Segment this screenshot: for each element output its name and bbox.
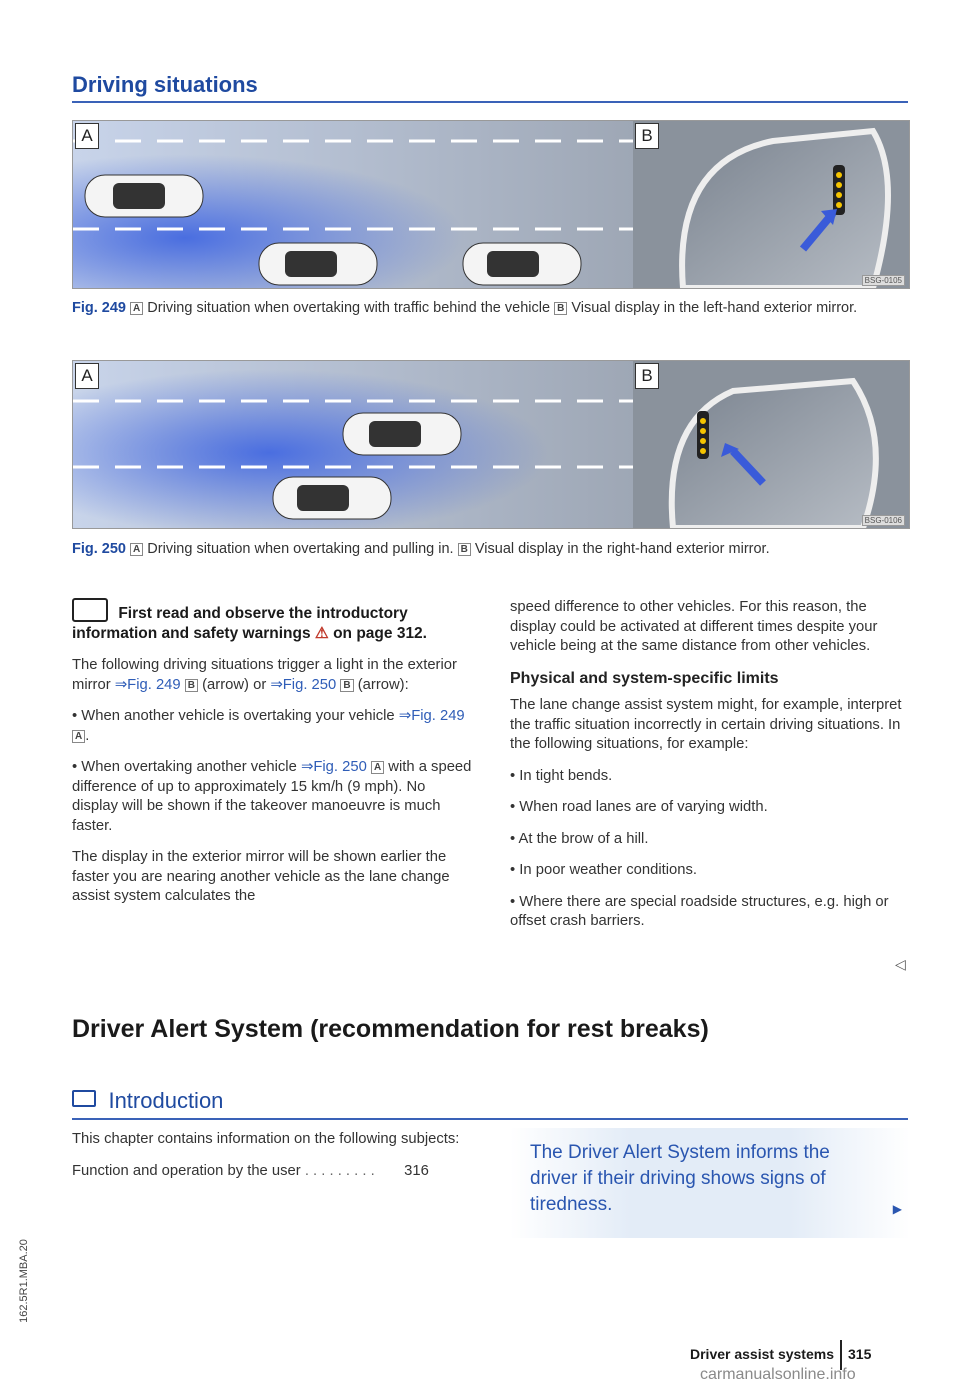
figure-label-a: A [75, 123, 99, 149]
list-item: • In tight bends. [510, 767, 613, 784]
list-item: • When overtaking another vehicle ⇒Fig. 250 A with a speed difference of up to approximately 15 km/h (9 mph). No display will be shown if the takeover manoeuvre is much faster. [72, 759, 472, 834]
figure-250-illustration [73, 361, 909, 528]
figure-249-illustration [73, 121, 909, 288]
end-of-section-icon: ◁ [895, 956, 906, 972]
warning-icon: ⚠ [314, 625, 329, 642]
page-number: 315 [848, 1346, 872, 1362]
paragraph: speed difference to other vehicles. For this reason, the display could be activated at different times despite your vehicle being at the same distance from other vehicles. [510, 599, 878, 654]
right-column [510, 598, 910, 944]
paragraph: The lane change assist system might, for example, interpret the traffic situation incorrectly in certain driving situations. In the following situations, for example: [510, 697, 902, 752]
side-code: 162.5R1.MBA.20 [18, 1239, 30, 1323]
footer-section: Driver assist systems [690, 1346, 834, 1362]
book-icon [72, 1090, 96, 1107]
paragraph: This chapter contains information on the following subjects: [72, 1131, 460, 1147]
figure-249 [72, 120, 910, 289]
car-icon [85, 175, 203, 217]
figure-link[interactable]: ⇒Fig. 250 [300, 759, 367, 775]
figure-250-caption [72, 540, 902, 559]
car-icon [259, 243, 377, 285]
caption-text: Visual display in the right-hand exterior mirror. [474, 541, 770, 557]
figure-link[interactable]: ⇒Fig. 250 [270, 676, 337, 693]
figure-label-a: A [75, 363, 99, 389]
caption-label-a: A [130, 302, 143, 315]
toc-page-number: 316 [404, 1162, 429, 1179]
car-icon [273, 477, 391, 519]
paragraph: The display in the exterior mirror will be shown earlier the faster you are nearing another vehicle as the lane change assist system calculates the [72, 849, 450, 904]
left-column [72, 598, 472, 919]
caption-label-b: B [458, 543, 471, 556]
caption-label-a: A [130, 543, 143, 556]
caption-text: Driving situation when overtaking and pulling in. [147, 541, 454, 557]
list-item: • Where there are special roadside structures, e.g. high or offset crash barriers. [510, 893, 889, 929]
toc-entry[interactable]: Function and operation by the user . . . . . . . . . 316 [72, 1162, 472, 1182]
figure-code: BSG-0105 [862, 275, 905, 286]
callout-box [510, 1128, 910, 1238]
caption-figure-number: Fig. 250 [72, 541, 126, 557]
caption-text: Driving situation when overtaking with traffic behind the vehicle [147, 300, 551, 316]
intro-rule [72, 1118, 908, 1120]
figure-label-b: B [635, 123, 659, 149]
figure-link[interactable]: ⇒Fig. 249 [114, 676, 181, 693]
paragraph: The following driving situations trigger a light in the exterior mirror ⇒Fig. 249 B (arrow) or ⇒Fig. 250 B (arrow): [72, 657, 457, 693]
section-title: Driving situations [72, 72, 258, 97]
book-icon [72, 598, 108, 622]
caption-label-b: B [554, 302, 567, 315]
intro-note-text: First read and observe the introductory information and safety warnings [72, 605, 408, 642]
intro-heading: Introduction [72, 1088, 223, 1114]
intro-left [72, 1130, 472, 1193]
list-item: • When road lanes are of varying width. [510, 799, 768, 815]
caption-figure-number: Fig. 249 [72, 300, 126, 316]
next-page-icon: ▶ [892, 1202, 902, 1216]
list-item: • When another vehicle is overtaking your vehicle ⇒Fig. 249 A . [72, 708, 465, 744]
figure-code: BSG-0106 [862, 515, 905, 526]
list-item: • At the brow of a hill. [510, 830, 649, 847]
car-icon [343, 413, 461, 455]
watermark: carmanualsonline.info [700, 1366, 856, 1383]
caption-text: Visual display in the left-hand exterior mirror. [571, 300, 858, 316]
intro-note [72, 598, 472, 644]
list-item: • In poor weather conditions. [510, 862, 697, 878]
section-rule [72, 101, 908, 103]
subsection-heading: Physical and system-specific limits [510, 669, 779, 687]
figure-250 [72, 360, 910, 529]
figure-249-caption [72, 299, 902, 318]
figure-label-b: B [635, 363, 659, 389]
chapter-title: Driver Alert System (recommendation for rest breaks) [72, 1015, 709, 1043]
intro-note-page: on page 312. [333, 625, 427, 642]
car-icon [463, 243, 581, 285]
callout-text: The Driver Alert System informs the driver if their driving shows signs of tiredness. [530, 1142, 830, 1215]
figure-link[interactable]: ⇒Fig. 249 [398, 708, 465, 724]
